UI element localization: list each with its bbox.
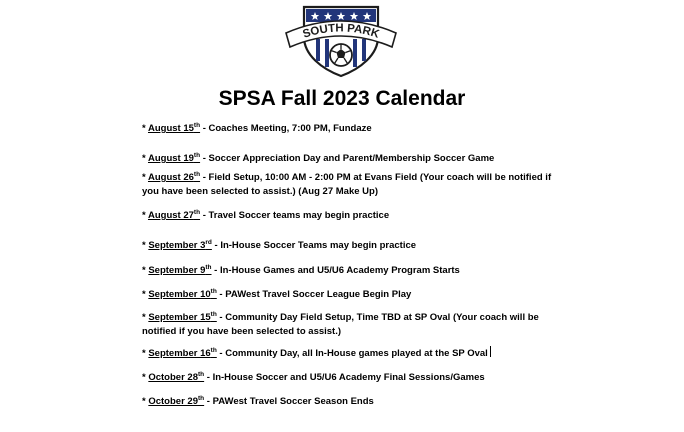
event-date: September 3rd: [148, 238, 212, 251]
event-date: August 19th: [147, 151, 201, 164]
event-item: * September 10th - PAWest Travel Soccer League Begin Play: [142, 287, 412, 300]
event-item: * September 3rd - In-House Soccer Teams may begin practice: [142, 238, 417, 251]
event-item: * August 15th - Coaches Meeting, 7:00 PM, Fundaze: [142, 121, 372, 134]
event-date: August 26th: [147, 170, 201, 183]
text-cursor: [490, 346, 491, 357]
event-description: Field Setup, 10:00 AM - 2:00 PM at Evans Field (Your coach will be notified if: [208, 172, 552, 183]
event-description: Soccer Appreciation Day and Parent/Membership Soccer Game: [208, 153, 495, 164]
event-description: In-House Soccer Teams may begin practice: [220, 240, 417, 251]
event-item: * August 19th - Soccer Appreciation Day and Parent/Membership Soccer Game: [142, 151, 495, 164]
event-description: In-House Soccer and U5/U6 Academy Final Sessions/Games: [212, 372, 485, 383]
event-date: October 29th: [148, 394, 205, 407]
logo-text: SOUTH PARK: [301, 22, 381, 41]
event-date: August 15th: [147, 121, 201, 134]
event-item: * September 9th - In-House Games and U5/U6 Academy Program Starts: [142, 263, 460, 276]
event-description-continued: you have been selected to assist.) (Aug 27 Make Up): [142, 186, 378, 197]
event-description: In-House Games and U5/U6 Academy Program Starts: [219, 265, 460, 276]
south-park-logo: [282, 3, 400, 78]
event-item: * September 15th - Community Day Field Setup, Time TBD at SP Oval (Your coach will be notified if you have been selected to assist.): [142, 310, 539, 337]
event-date: September 10th: [148, 287, 217, 300]
event-description: Travel Soccer teams may begin practice: [208, 210, 390, 221]
event-date: September 16th: [148, 346, 217, 359]
event-description: PAWest Travel Soccer League Begin Play: [225, 289, 412, 300]
event-description: Community Day, all In-House games played at the SP Oval: [225, 348, 488, 359]
event-description: PAWest Travel Soccer Season Ends: [212, 396, 374, 407]
event-description: Community Day Field Setup, Time TBD at SP Oval (Your coach will be: [225, 312, 539, 323]
event-date: September 15th: [148, 310, 217, 323]
event-item: * August 27th - Travel Soccer teams may begin practice: [142, 208, 390, 221]
event-date: October 28th: [148, 370, 205, 383]
event-date: August 27th: [147, 208, 201, 221]
event-description-continued: notified if you have been selected to assist.): [142, 326, 342, 337]
event-date: September 9th: [148, 263, 212, 276]
event-item: * October 29th - PAWest Travel Soccer Season Ends: [142, 394, 374, 407]
page-title: SPSA Fall 2023 Calendar: [218, 87, 466, 110]
event-description: Coaches Meeting, 7:00 PM, Fundaze: [208, 123, 372, 134]
event-item: * October 28th - In-House Soccer and U5/U6 Academy Final Sessions/Games: [142, 370, 485, 383]
event-item: * August 26th - Field Setup, 10:00 AM - 2:00 PM at Evans Field (Your coach will be notified if you have been selected to assist.) (Aug 27 Make Up): [142, 170, 552, 197]
event-item: * September 16th - Community Day, all In-House games played at the SP Oval: [142, 346, 562, 361]
